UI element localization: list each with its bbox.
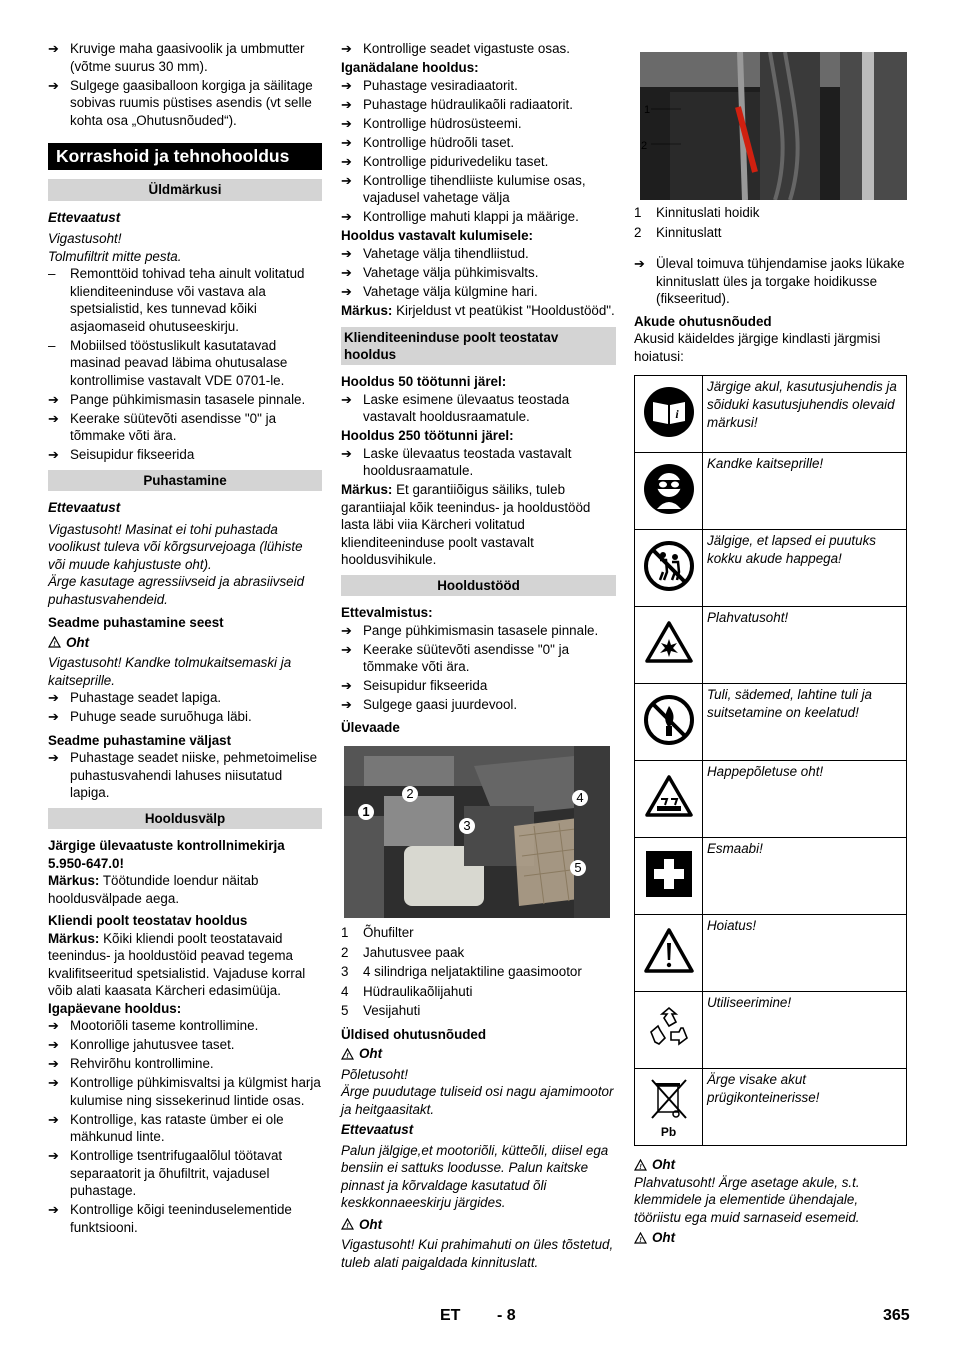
hazard-text: Esmaabi! <box>703 838 907 915</box>
heading-h250: Hooldus 250 töötunni järel: <box>341 428 514 443</box>
heading-customer: Kliendi poolt teostatav hooldus <box>48 913 248 928</box>
first-aid-icon <box>643 848 695 900</box>
list-item: ➔ Laske esimene ülevaatus teostada vastavalt hooldusraamatule. <box>341 391 570 424</box>
table-row <box>635 684 907 761</box>
warning-text: Vigastusoht! Kandke tolmukaitsemaski ja kaitseprille. <box>48 655 292 688</box>
list-item: ➔ Kontrollige tsentrifugaalõlul töötavat separaatorit ja õhufiltrit, vajadusel puhastage. <box>48 1148 283 1198</box>
table-row <box>635 607 907 684</box>
legend-item: 3 4 silindriga neljataktiline gaasimootor <box>341 964 582 979</box>
list-item: ➔ Kontrollige, kas rataste ümber ei ole mähkunud linte. <box>48 1111 284 1144</box>
svg-text:i: i <box>674 406 679 421</box>
callout-lines <box>651 104 681 164</box>
callout-5: 5 <box>570 860 586 876</box>
table-row <box>635 915 907 992</box>
list-item: ➔ Keerake süütevõti asendisse "0" ja tõmmake võti ära. <box>341 641 570 674</box>
warning-text: Plahvatusoht! Ärge asetage akule, s.t. klemmidele ja elementide ühendajale, tööriistu ega muid sarnaseid esemeid. <box>634 1174 860 1225</box>
list-item: ➔ Kontrollige kõigi teeninduselementide funktsiooni. <box>48 1202 292 1235</box>
danger-label: ! Oht <box>48 634 322 652</box>
list-item: ➔ Konrollige jahutusvee taset. <box>48 1037 235 1052</box>
top-list <box>48 40 322 129</box>
checklist-heading: Järgige ülevaatuste kontrollnimekirja 5.950-647.0! <box>48 838 285 871</box>
svg-text:!: ! <box>346 1052 349 1060</box>
legend-item: 5 Vesijahuti <box>341 1003 421 1018</box>
table-row <box>635 992 907 1069</box>
goggles-icon <box>643 463 695 515</box>
engine-illustration <box>344 746 610 918</box>
heading-h50: Hooldus 50 töötunni järel: <box>341 374 507 389</box>
list-item: ➔ Puhastage seadet lapiga. <box>48 690 222 705</box>
hazard-text: Utiliseerimine! <box>703 992 907 1069</box>
hazard-table <box>634 375 907 1146</box>
danger-label: ! Oht <box>341 1216 616 1234</box>
danger-label: ! Oht <box>634 1229 907 1247</box>
warning-text: Vigastusoht! Masinat ei tohi puhastada voolikust tuleva või kõrgsurvejoaga (lühiste või muude kahjustuste oht). <box>48 521 303 572</box>
list-item: ➔ Kruvige maha gaasivoolik ja umbmutter (võtme suurus 30 mm). <box>48 41 305 74</box>
subsection-service: Klienditeeninduse poolt teostatav hooldus <box>341 327 616 365</box>
list-item: ➔ Kontrollige pühkimisvaltsi ja külgmist harja kulumise ning sissekerinud lintide osas. <box>48 1075 321 1108</box>
heading-safety: Üldised ohutusnõuded <box>341 1026 487 1042</box>
photo-callout-1: 1 <box>644 104 651 116</box>
hazard-text: Jälgige, et lapsed ei puutuks kokku akude happega! <box>703 530 907 607</box>
heading-overview: Ülevaade <box>341 719 400 735</box>
subsection-cleaning: Puhastamine <box>48 470 322 492</box>
subsection-interval: Hooldusvälp <box>48 808 322 830</box>
warning-text: Tolmufiltrit mitte pesta. <box>48 248 182 264</box>
photo-callout-2: 2 <box>641 140 648 152</box>
battery-intro: Akusid käideldes järgige kindlasti järgmisi hoiatusi: <box>634 331 881 364</box>
hazard-text: Ärge visake akut prügikonteinerisse! <box>703 1069 907 1146</box>
hazard-text: Kandke kaitseprille! <box>703 453 907 530</box>
callout-4: 4 <box>572 790 588 806</box>
hazard-text: Plahvatusoht! <box>703 607 907 684</box>
legend-item: 4 Hüdraulikaõlijahuti <box>341 983 473 999</box>
column-1 <box>48 40 322 1238</box>
list-item: ➔ Kontrollige mahuti klappi ja määrige. <box>341 209 579 224</box>
svg-text:!: ! <box>639 1236 642 1244</box>
hazard-text: Järgige akul, kasutusjuhendis ja sõiduki kasutusjuhendis olevaid märkusi! <box>703 376 907 453</box>
list-item: ➔ Vahetage välja külgmine hari. <box>341 283 538 299</box>
subsection-work: Hooldustööd <box>341 575 616 597</box>
list-item: ➔ Laske ülevaatus teostada vastavalt hooldusraamatule. <box>341 445 572 478</box>
explosion-icon <box>643 617 695 669</box>
manual-icon <box>643 386 695 438</box>
warning-text: Vigastusoht! Kui prahimahuti on üles tõstetud, tuleb alati paigaldada kinnituslatt. <box>341 1237 614 1270</box>
heading-prep: Ettevalmistus: <box>341 605 433 620</box>
list-item: – Mobiilsed tööstuslikult kasutatavad masinad peavad läbima ohutusalase kontrollimise vastavalt VDE 0701-le. <box>48 337 288 388</box>
list-item: ➔ Sulgege gaasiballoon korgiga ja säilitage sobivas ruumis püstises asendis (vt selle kohta osa „Ohutusnõuded“). <box>48 77 313 128</box>
list-item: ➔ Kontrollige seadet vigastuste osas. <box>341 41 570 56</box>
caution-label: Ettevaatust <box>48 500 121 515</box>
support-photo-wrap <box>634 52 907 200</box>
list-item: ➔ Vahetage välja pühkimisvalts. <box>341 264 539 280</box>
warning-icon <box>634 1232 647 1244</box>
list-item: ➔ Kontrollige tihendliiste kulumise osas, vajadusel vahetage välja <box>341 172 586 205</box>
warning-text: Põletusoht! <box>341 1066 408 1082</box>
heading-daily: Igapäevane hooldus: <box>48 1000 182 1016</box>
warning-text: Ärge kasutage agressiivseid ja abrasiivseid puhastusvahendeid. <box>48 574 305 607</box>
list-item: ➔ Kontrollige hüdrosüsteemi. <box>341 115 522 131</box>
warning-icon <box>48 636 61 648</box>
hazard-text: Hoiatus! <box>703 915 907 992</box>
list-item: ➔ Puhuge seade suruõhuga läbi. <box>48 709 252 724</box>
callout-3: 3 <box>459 818 475 834</box>
warning-icon <box>643 925 695 977</box>
no-bin-icon <box>646 1076 692 1122</box>
recycle-icon <box>643 1002 695 1054</box>
list-item: ➔ Puhastage seadet niiske, pehmetoimelise puhastusvahendi lahuses niisutatud lapiga. <box>48 750 318 800</box>
list-item: ➔ Üleval toimuva tühjendamise jaoks lükake kinnituslatt üles ja torgake hoidikusse (fikseeritud). <box>634 256 905 306</box>
danger-label: ! Oht <box>634 1156 907 1174</box>
list-item: ➔ Sulgege gaasi juurdevool. <box>341 697 518 712</box>
caution-label: Ettevaatust <box>341 1122 414 1137</box>
list-item: ➔ Puhastage hüdraulikaõli radiaatorit. <box>341 96 573 112</box>
table-row <box>635 838 907 915</box>
column-3 <box>634 40 907 1247</box>
callout-1: 1 <box>358 804 374 820</box>
warning-text: Vigastusoht! <box>48 231 122 246</box>
list-item: ➔ Kontrollige hüdroõli taset. <box>341 134 515 150</box>
legend-item: 1 Kinnituslati hoidik <box>634 205 760 220</box>
list-item: ➔ Rehvirõhu kontrollimine. <box>48 1056 214 1071</box>
legend-item: 2 Jahutusvee paak <box>341 944 465 960</box>
note: Märkus: Et garantiiõigus säiliks, tuleb garantiiajal kõik teenindus- ja hooldustööd lasta läbi viia Kärcheri volitatud klienditeeninduse poolt vastavalt hooldusvihikule. <box>341 482 591 567</box>
heading-weekly: Iganädalane hooldus: <box>341 60 479 75</box>
list-item: – Remonttöid tohivad teha ainult volitatud klienditeeninduse või vastava ala spetsialistid, kes tunnevad kõiki asjaomaseid ohutuseeskirju. <box>48 266 305 334</box>
warning-text: Palun jälgige,et mootoriõli, kütteõli, diisel ega bensiin ei sattuks loodusse. Palun kaitske pinnast ja kõrvaldage kasutatud õli keskkonnaeeskirju järgides. <box>341 1142 609 1210</box>
heading-wear: Hooldus vastavalt kulumisele: <box>341 228 533 243</box>
no-fire-icon <box>643 694 695 746</box>
list-item: ➔ Puhastage vesiradiaatorit. <box>341 77 518 93</box>
callout-2: 2 <box>402 786 418 802</box>
subsection-general: Üldmärkusi <box>48 179 322 201</box>
list-item: ➔ Mootoriõli taseme kontrollimine. <box>48 1018 259 1033</box>
footer-number: 365 <box>883 1307 910 1324</box>
warning-text: Ärge puudutage tuliseid osi nagu ajamimootor ja heitgaasitakt. <box>341 1084 614 1117</box>
note: Märkus: Kirjeldust vt peatükist "Hooldustööd". <box>341 302 615 318</box>
warning-icon <box>341 1218 354 1230</box>
no-children-icon <box>643 540 695 592</box>
acid-icon <box>643 771 695 823</box>
table-row <box>635 376 907 453</box>
list-item: ➔ Pange pühkimismasin tasasele pinnale. <box>48 391 306 407</box>
hazard-text: Happepõletuse oht! <box>703 761 907 838</box>
list-item: ➔ Seisupidur fikseerida <box>48 447 195 462</box>
warning-icon <box>634 1159 647 1171</box>
danger-label: ! Oht <box>341 1045 616 1063</box>
note: Märkus: Kõiki kliendi poolt teostatavaid teenindus- ja hooldustöid peavad tegema kvalifitseeritud spetsialistid. Vajaduse korral võib alati kaasata Kärcheri edasimüüja. <box>48 930 306 998</box>
table-row <box>635 1069 907 1146</box>
table-row <box>635 761 907 838</box>
list-item: ➔ Pange pühkimismasin tasasele pinnale. <box>341 622 599 638</box>
legend-item: 1 Õhufilter <box>341 925 414 940</box>
list-item: ➔ Kontrollige pidurivedeliku taset. <box>341 153 549 169</box>
heading-battery: Akude ohutusnõuded <box>634 313 772 329</box>
svg-text:!: ! <box>346 1223 349 1231</box>
note: Märkus: Töötundide loendur näitab hooldusvälpade aega. <box>48 873 259 906</box>
legend-item: 2 Kinnituslatt <box>634 224 722 240</box>
list-item: ➔ Vahetage välja tihendliistud. <box>341 245 529 261</box>
svg-text:!: ! <box>639 1163 642 1171</box>
hazard-text: Tuli, sädemed, lahtine tuli ja suitsetamine on keelatud! <box>703 684 907 761</box>
list-item: ➔ Seisupidur fikseerida <box>341 678 488 693</box>
column-2 <box>341 40 616 1271</box>
footer-page: - 8 <box>497 1307 516 1324</box>
list-item: ➔ Keerake süütevõti asendisse "0" ja tõmmake võti ära. <box>48 410 277 443</box>
caution-label: Ettevaatust <box>48 209 121 225</box>
table-row <box>635 453 907 530</box>
warning-icon <box>341 1048 354 1060</box>
footer-lang: ET <box>440 1307 461 1324</box>
heading-outside: Seadme puhastamine väljast <box>48 732 232 748</box>
lead-symbol: Pb <box>660 1124 677 1139</box>
engine-photo <box>344 746 610 918</box>
svg-text:!: ! <box>53 641 56 649</box>
section-title: Korrashoid ja tehnohooldus <box>48 143 322 170</box>
table-row <box>635 530 907 607</box>
heading-inside: Seadme puhastamine seest <box>48 615 224 630</box>
